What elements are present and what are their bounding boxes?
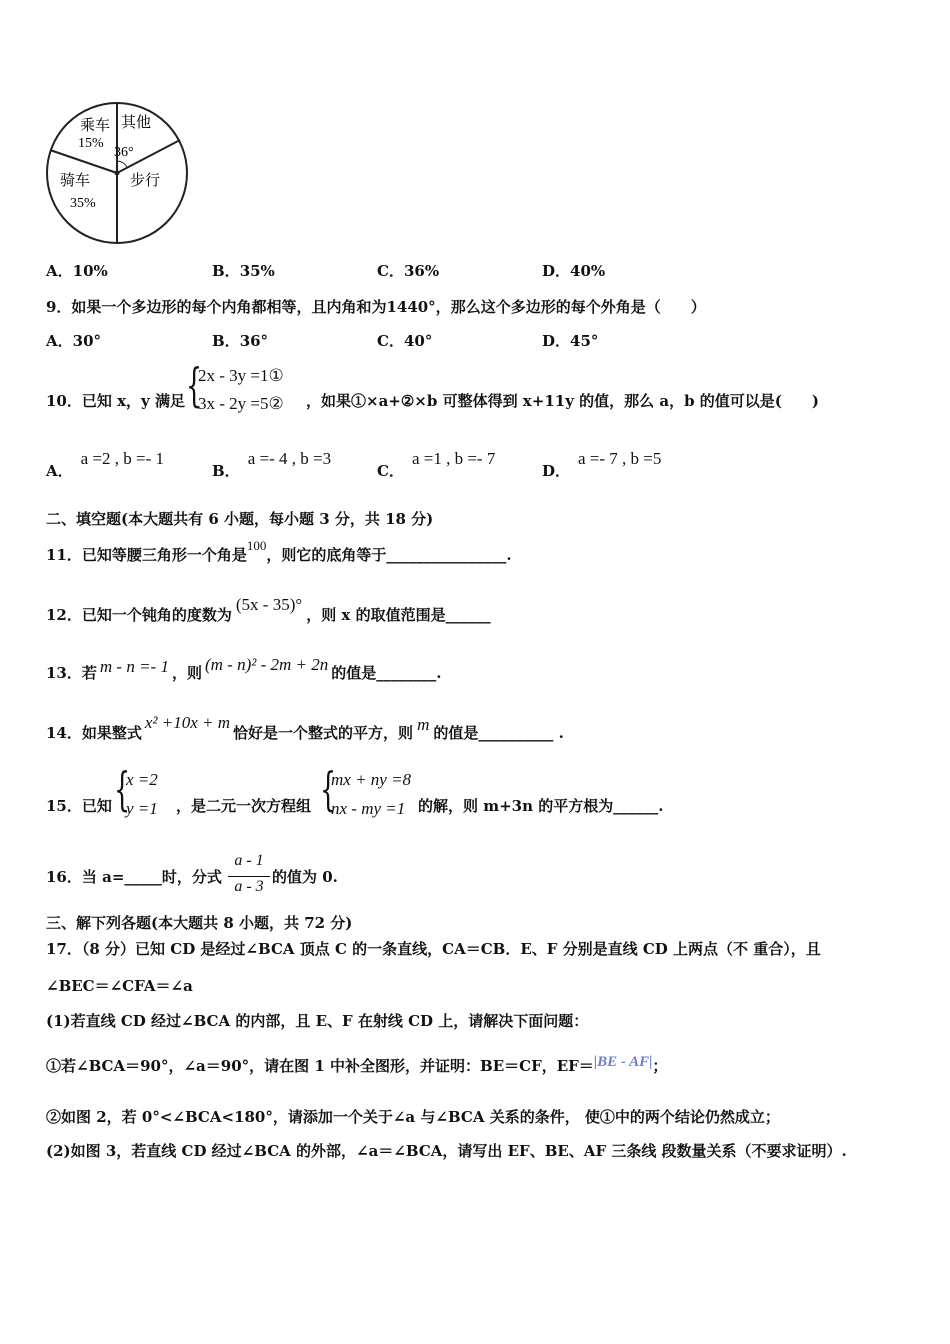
q17-line4-suffix: ； (652, 1057, 668, 1075)
q10-eq2: 3x - 2y =5② (198, 394, 284, 413)
q10-option-b: B．a =- 4 , b =3 (212, 449, 332, 480)
q15-prefix: 15．已知 (46, 797, 112, 815)
q17-line6: (2)如图 3，若直线 CD 经过∠BCA 的外部，∠a＝∠BCA，请写出 EF、BE、AF 三条线 段数量关系（不要求证明）. (46, 1142, 847, 1160)
q17-line5: ②如图 2，若 0°<∠BCA<180°，请添加一个关于∠a 与∠BCA 关系的条件， 使①中的两个结论仍然成立； (46, 1108, 780, 1126)
q15-sys2-eq2: nx - my =1 (331, 799, 406, 818)
q14-mid: 恰好是一个整式的平方，则 (233, 724, 414, 742)
q13-mid: ，则 (171, 664, 202, 682)
q10-option-a: A．a =2 , b =- 1 (46, 449, 165, 480)
q12-prefix: 12．已知一个钝角的度数为 (46, 606, 232, 624)
q10-eq1: 2x - 3y =1① (198, 366, 284, 385)
q14-prefix: 14．如果整式 (46, 724, 142, 742)
q13-prefix: 13．若 (46, 664, 97, 682)
q15-sys1-eq1: x =2 (126, 770, 158, 789)
q11-suffix: ，则它的底角等于________________. (266, 546, 512, 564)
pie-angle-arc (117, 161, 127, 167)
q17-line2: ∠BEC＝∠CFA＝∠a (46, 977, 193, 995)
q13-math2: (m - n)² - 2m + 2n (204, 655, 329, 674)
q11-math: 100 (246, 538, 267, 553)
pie-label-ride-bus: 乘车 (80, 116, 111, 134)
q10-option-d: D．a =- 7 , b =5 (542, 449, 662, 480)
pie-label-ride-bus-pct: 15% (78, 136, 104, 151)
q10-brace: { (186, 358, 203, 412)
q16-fraction (228, 852, 270, 898)
q15-suffix: 的解，则 m+3n 的平方根为______. (418, 797, 664, 815)
q8-option-a: A．10% (46, 262, 108, 280)
q11-prefix: 11．已知等腰三角形一个角是 (46, 546, 247, 564)
q8-option-b: B．35% (212, 262, 275, 280)
pie-label-bike: 骑车 (60, 171, 91, 189)
q17-line1: 17．（8 分）已知 CD 是经过∠BCA 顶点 C 的一条直线，CA＝CB．E、F 分别是直线 CD 上两点（不 重合），且 (46, 940, 821, 958)
q16-numerator: a - 1 (234, 852, 264, 869)
q14 (46, 713, 564, 743)
q12 (46, 595, 491, 625)
q13-math1: m - n =- 1 (99, 657, 169, 676)
pie-chart (40, 96, 195, 251)
pie-divider-left (50, 150, 117, 173)
q9-option-a: A．30° (46, 332, 102, 350)
q15-sys2-eq1: mx + ny =8 (331, 770, 412, 789)
q17-line4 (46, 1055, 667, 1076)
q10-option-c: C．a =1 , b =- 7 (377, 449, 496, 480)
q15-brace2: { (320, 762, 337, 816)
q8-option-d: D．40% (542, 262, 606, 280)
q12-suffix: ，则 x 的取值范围是______ (306, 606, 491, 624)
pie-label-walk: 步行 (130, 171, 161, 189)
q13 (46, 655, 442, 683)
q15-mid: ，是二元一次方程组 (176, 797, 312, 815)
pie-label-other: 其他 (121, 113, 152, 131)
q16-prefix: 16．当 a=_____时，分式 (46, 868, 222, 886)
q16-fraction-bar (228, 876, 270, 877)
q14-math2: m (417, 715, 430, 734)
section3-title: 三、解下列各题(本大题共 8 小题，共 72 分) (46, 914, 353, 932)
q12-math: (5x - 35)° (235, 595, 303, 614)
section2-title: 二、填空题(本大题共有 6 小题，每小题 3 分，共 18 分) (46, 510, 434, 528)
q9-option-d: D．45° (542, 332, 599, 350)
q10-prefix: 10．已知 x，y 满足 (46, 392, 185, 410)
q15-sys1-eq2: y =1 (126, 799, 158, 818)
q17-line3: (1)若直线 CD 经过∠BCA 的内部，且 E、F 在射线 CD 上，请解决下面问题： (46, 1012, 589, 1030)
pie-center (115, 171, 120, 176)
q8-option-c: C．36% (377, 262, 440, 280)
pie-label-bike-pct: 35% (70, 196, 96, 211)
q15-brace1: { (114, 762, 131, 816)
q14-math1: x² +10x + m (144, 713, 231, 732)
q10-suffix: ，如果①×a+②×b 可整体得到 x+11y 的值，那么 a，b 的值可以是( ) (306, 392, 819, 410)
q16-suffix: 的值为 0. (272, 868, 338, 886)
q13-suffix: 的值是________. (331, 664, 442, 682)
pie-label-other-angle: 36° (114, 145, 134, 160)
q9-option-c: C．40° (377, 332, 433, 350)
q11 (46, 538, 512, 565)
q9-option-b: B．36° (212, 332, 269, 350)
q17-line4-prefix: ①若∠BCA＝90°，∠a＝90°，请在图 1 中补全图形，并证明：BE＝CF，EF＝ (46, 1057, 594, 1075)
q17-line4-math: |BE - AF| (593, 1054, 653, 1070)
q16-denominator: a - 3 (234, 878, 264, 895)
q14-suffix: 的值是__________ . (433, 724, 564, 742)
q9-stem: 9．如果一个多边形的每个内角都相等，且内角和为1440°，那么这个多边形的每个外角是（ ） (46, 298, 706, 316)
